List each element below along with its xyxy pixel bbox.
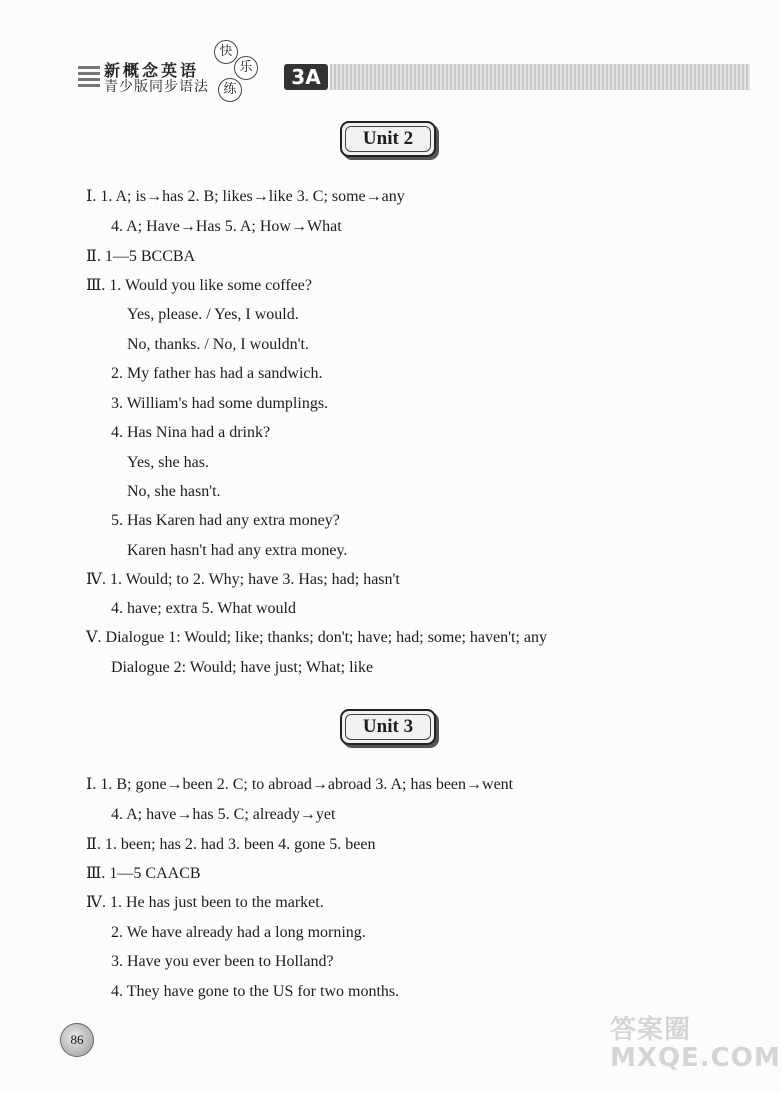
site-watermark <box>610 1016 781 1072</box>
page-number: 86 <box>60 1023 94 1057</box>
badge-char-1: 快 <box>214 40 238 64</box>
book-title-line1: 新概念英语 <box>104 61 200 80</box>
answer-line: No, thanks. / No, I wouldn't. <box>127 336 309 353</box>
answer-line: 2. My father has had a sandwich. <box>111 365 323 382</box>
badge-char-3: 练 <box>218 78 242 102</box>
watermark-line2: MXQE.COM <box>610 1043 781 1073</box>
answer-line: 5. Has Karen had any extra money? <box>111 512 340 529</box>
answer-line: 4. They have gone to the US for two months. <box>111 983 400 1000</box>
answer-line: Ⅰ. 1. A; is→has 2. B; likes→like 3. C; some→any <box>86 188 405 205</box>
watermark-line1: 答案圈 <box>610 1015 692 1045</box>
answer-line: Yes, she has. <box>127 454 209 471</box>
badge-char-2: 乐 <box>234 56 258 80</box>
answer-line: 4. have; extra 5. What would <box>111 600 296 617</box>
answer-line: 3. William's had some dumplings. <box>111 395 329 412</box>
answer-line: Dialogue 2: Would; have just; What; like <box>111 659 374 676</box>
answer-line: No, she hasn't. <box>127 483 221 500</box>
answer-line: Ⅱ. 1—5 BCCBA <box>86 248 196 265</box>
answer-line: Yes, please. / Yes, I would. <box>127 306 299 323</box>
header-bars-decoration <box>78 66 100 94</box>
answer-line: Karen hasn't had any extra money. <box>127 542 348 559</box>
book-title-line2: 青少版同步语法 <box>104 79 209 95</box>
answer-line: Ⅴ. Dialogue 1: Would; like; thanks; don't; have; had; some; haven't; any <box>86 629 547 646</box>
answer-line: 4. A; Have→Has 5. A; How→What <box>111 218 342 235</box>
level-label: 3A <box>284 64 328 90</box>
answer-line: Ⅳ. 1. Would; to 2. Why; have 3. Has; had; hasn't <box>86 571 400 588</box>
header-strip-decoration <box>330 64 750 90</box>
unit-2-heading: Unit 2 <box>340 121 436 157</box>
answer-line: Ⅳ. 1. He has just been to the market. <box>86 894 324 911</box>
answer-line: Ⅲ. 1. Would you like some coffee? <box>86 277 312 294</box>
unit-3-heading: Unit 3 <box>340 709 436 745</box>
answer-line: Ⅲ. 1—5 CAACB <box>86 865 201 882</box>
answer-line: 3. Have you ever been to Holland? <box>111 953 334 970</box>
answer-line: Ⅰ. 1. B; gone→been 2. C; to abroad→abroad 3. A; has been→went <box>86 776 514 793</box>
answer-line: Ⅱ. 1. been; has 2. had 3. been 4. gone 5. been <box>86 836 376 853</box>
answer-line: 2. We have already had a long morning. <box>111 924 366 941</box>
answer-line: 4. Has Nina had a drink? <box>111 424 271 441</box>
answer-line: 4. A; have→has 5. C; already→yet <box>111 806 336 823</box>
kuaile-lian-badge <box>214 40 274 100</box>
page-header <box>78 44 750 102</box>
book-title <box>104 62 209 96</box>
